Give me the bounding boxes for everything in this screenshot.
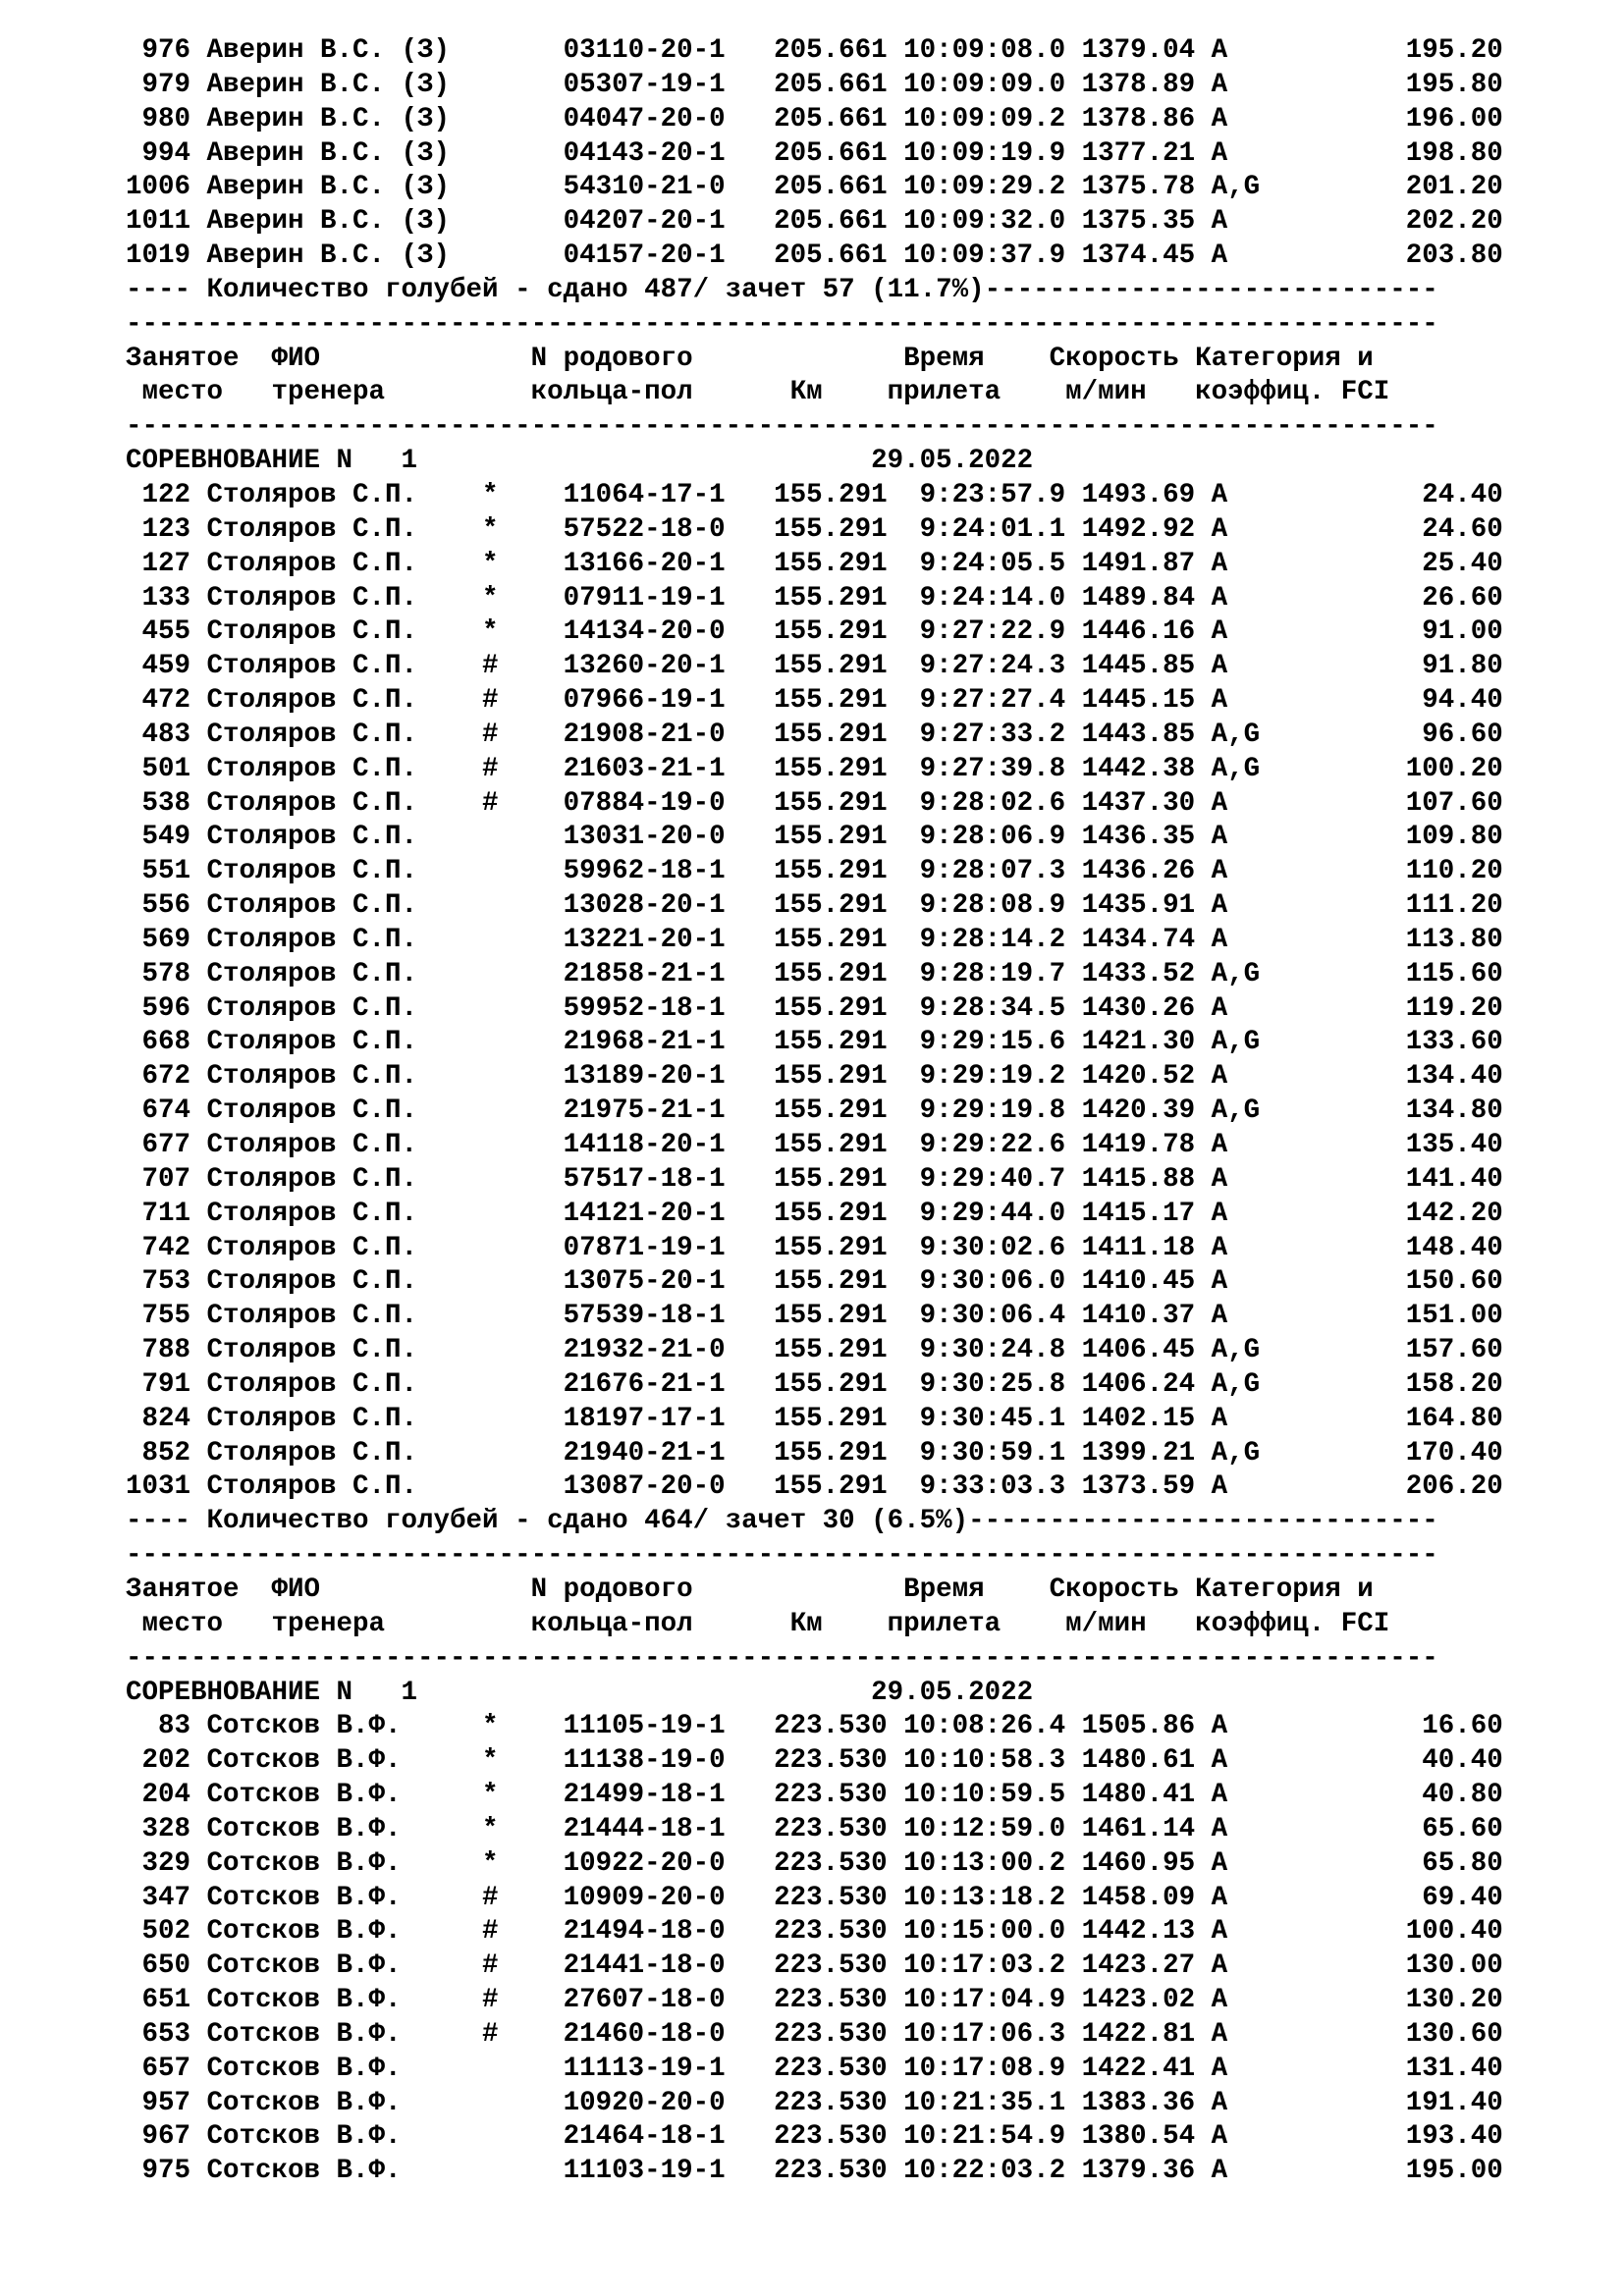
result-row: 979 Аверин В.С. (З) 05307-19-1 205.661 10:09:09.0 1378.89 A 195.80: [126, 69, 1503, 100]
result-row: 788 Столяров С.П. 21932-21-0 155.291 9:30:24.8 1406.45 A,G 157.60: [126, 1335, 1503, 1366]
result-row: 657 Сотсков В.Ф. 11113-19-1 223.530 10:17:08.9 1422.41 A 131.40: [126, 2053, 1503, 2084]
result-row: 668 Столяров С.П. 21968-21-1 155.291 9:29:15.6 1421.30 A,G 133.60: [126, 1027, 1503, 1058]
separator-line: ---------------------------------------------------------------------------------: [126, 411, 1438, 443]
result-row: 976 Аверин В.С. (З) 03110-20-1 205.661 10:09:08.0 1379.04 A 195.20: [126, 35, 1503, 66]
summary-line: ---- Количество голубей - сдано 464/ зачет 30 (6.5%)-----------------------------: [126, 1506, 1438, 1537]
result-row: 824 Столяров С.П. 18197-17-1 155.291 9:30:45.1 1402.15 A 164.80: [126, 1403, 1503, 1434]
summary-line: ---- Количество голубей - сдано 487/ зачет 57 (11.7%)----------------------------: [126, 274, 1438, 305]
result-row: 549 Столяров С.П. 13031-20-0 155.291 9:28:06.9 1436.35 A 109.80: [126, 822, 1503, 853]
result-row: 677 Столяров С.П. 14118-20-1 155.291 9:29:22.6 1419.78 A 135.40: [126, 1130, 1503, 1160]
result-row: 707 Столяров С.П. 57517-18-1 155.291 9:29:40.7 1415.88 A 141.40: [126, 1163, 1503, 1195]
result-row: 83 Сотсков В.Ф. * 11105-19-1 223.530 10:08:26.4 1505.86 A 16.60: [126, 1711, 1503, 1742]
result-row: 994 Аверин В.С. (З) 04143-20-1 205.661 10:09:19.9 1377.21 A 198.80: [126, 137, 1503, 169]
result-row: 1019 Аверин В.С. (З) 04157-20-1 205.661 10:09:37.9 1374.45 A 203.80: [126, 240, 1503, 272]
result-row: 501 Столяров С.П. # 21603-21-1 155.291 9:27:39.8 1442.38 A,G 100.20: [126, 753, 1503, 784]
result-row: 1031 Столяров С.П. 13087-20-0 155.291 9:33:03.3 1373.59 A 206.20: [126, 1471, 1503, 1503]
result-row: 328 Сотсков В.Ф. * 21444-18-1 223.530 10:12:59.0 1461.14 A 65.60: [126, 1813, 1503, 1844]
result-row: 347 Сотсков В.Ф. # 10909-20-0 223.530 10:13:18.2 1458.09 A 69.40: [126, 1882, 1503, 1913]
result-row: 1011 Аверин В.С. (З) 04207-20-1 205.661 10:09:32.0 1375.35 A 202.20: [126, 206, 1503, 238]
result-row: 122 Столяров С.П. * 11064-17-1 155.291 9:23:57.9 1493.69 A 24.40: [126, 479, 1503, 510]
result-row: 502 Сотсков В.Ф. # 21494-18-0 223.530 10:15:00.0 1442.13 A 100.40: [126, 1916, 1503, 1948]
result-row: 551 Столяров С.П. 59962-18-1 155.291 9:28:07.3 1436.26 A 110.20: [126, 856, 1503, 887]
results-report: [126, 34, 1503, 2189]
result-row: 455 Столяров С.П. * 14134-20-0 155.291 9:27:22.9 1446.16 A 91.00: [126, 616, 1503, 648]
result-row: 672 Столяров С.П. 13189-20-1 155.291 9:29:19.2 1420.52 A 134.40: [126, 1061, 1503, 1093]
column-header: Занятое ФИО N родового Время Скорость Категория и: [126, 343, 1374, 374]
result-row: 472 Столяров С.П. # 07966-19-1 155.291 9:27:27.4 1445.15 A 94.40: [126, 685, 1503, 717]
result-row: 202 Сотсков В.Ф. * 11138-19-0 223.530 10:10:58.3 1480.61 A 40.40: [126, 1745, 1503, 1777]
separator-line: ---------------------------------------------------------------------------------: [126, 1642, 1438, 1674]
result-row: 742 Столяров С.П. 07871-19-1 155.291 9:30:02.6 1411.18 A 148.40: [126, 1232, 1503, 1263]
result-row: 852 Столяров С.П. 21940-21-1 155.291 9:30:59.1 1399.21 A,G 170.40: [126, 1437, 1503, 1468]
result-row: 127 Столяров С.П. * 13166-20-1 155.291 9:24:05.5 1491.87 A 25.40: [126, 548, 1503, 579]
column-header: место тренера кольца-пол Км прилета м/мин коэффиц. FCI: [126, 377, 1390, 408]
result-row: 329 Сотсков В.Ф. * 10922-20-0 223.530 10:13:00.2 1460.95 A 65.80: [126, 1847, 1503, 1879]
separator-line: ---------------------------------------------------------------------------------: [126, 1540, 1438, 1572]
column-header: Занятое ФИО N родового Время Скорость Категория и: [126, 1574, 1374, 1605]
result-row: 753 Столяров С.П. 13075-20-1 155.291 9:30:06.0 1410.45 A 150.60: [126, 1266, 1503, 1298]
result-row: 650 Сотсков В.Ф. # 21441-18-0 223.530 10:17:03.2 1423.27 A 130.00: [126, 1950, 1503, 1982]
result-row: 957 Сотсков В.Ф. 10920-20-0 223.530 10:21:35.1 1383.36 A 191.40: [126, 2087, 1503, 2118]
result-row: 556 Столяров С.П. 13028-20-1 155.291 9:28:08.9 1435.91 A 111.20: [126, 890, 1503, 922]
result-row: 459 Столяров С.П. # 13260-20-1 155.291 9:27:24.3 1445.85 A 91.80: [126, 651, 1503, 682]
column-header: место тренера кольца-пол Км прилета м/мин коэффиц. FCI: [126, 1608, 1390, 1639]
result-row: 596 Столяров С.П. 59952-18-1 155.291 9:28:34.5 1430.26 A 119.20: [126, 992, 1503, 1024]
separator-line: ---------------------------------------------------------------------------------: [126, 308, 1438, 340]
result-row: 538 Столяров С.П. # 07884-19-0 155.291 9:28:02.6 1437.30 A 107.60: [126, 787, 1503, 819]
result-row: 204 Сотсков В.Ф. * 21499-18-1 223.530 10:10:59.5 1480.41 A 40.80: [126, 1780, 1503, 1811]
result-row: 711 Столяров С.П. 14121-20-1 155.291 9:29:44.0 1415.17 A 142.20: [126, 1198, 1503, 1229]
result-row: 578 Столяров С.П. 21858-21-1 155.291 9:28:19.7 1433.52 A,G 115.60: [126, 958, 1503, 989]
result-row: 123 Столяров С.П. * 57522-18-0 155.291 9:24:01.1 1492.92 A 24.60: [126, 513, 1503, 545]
result-row: 133 Столяров С.П. * 07911-19-1 155.291 9:24:14.0 1489.84 A 26.60: [126, 582, 1503, 614]
result-row: 791 Столяров С.П. 21676-21-1 155.291 9:30:25.8 1406.24 A,G 158.20: [126, 1368, 1503, 1400]
result-row: 967 Сотсков В.Ф. 21464-18-1 223.530 10:21:54.9 1380.54 A 193.40: [126, 2121, 1503, 2153]
result-row: 674 Столяров С.П. 21975-21-1 155.291 9:29:19.8 1420.39 A,G 134.80: [126, 1095, 1503, 1127]
result-row: 755 Столяров С.П. 57539-18-1 155.291 9:30:06.4 1410.37 A 151.00: [126, 1301, 1503, 1332]
result-row: 653 Сотсков В.Ф. # 21460-18-0 223.530 10:17:06.3 1422.81 A 130.60: [126, 2018, 1503, 2050]
result-row: 651 Сотсков В.Ф. # 27607-18-0 223.530 10:17:04.9 1423.02 A 130.20: [126, 1985, 1503, 2016]
result-row: 569 Столяров С.П. 13221-20-1 155.291 9:28:14.2 1434.74 A 113.80: [126, 924, 1503, 955]
result-row: 980 Аверин В.С. (З) 04047-20-0 205.661 10:09:09.2 1378.86 A 196.00: [126, 103, 1503, 134]
competition-header: СОРЕВНОВАНИЕ N 1 29.05.2022: [126, 446, 1034, 477]
result-row: 975 Сотсков В.Ф. 11103-19-1 223.530 10:22:03.2 1379.36 A 195.00: [126, 2156, 1503, 2187]
result-row: 1006 Аверин В.С. (З) 54310-21-0 205.661 10:09:29.2 1375.78 A,G 201.20: [126, 172, 1503, 203]
competition-header: СОРЕВНОВАНИЕ N 1 29.05.2022: [126, 1677, 1034, 1708]
result-row: 483 Столяров С.П. # 21908-21-0 155.291 9:27:33.2 1443.85 A,G 96.60: [126, 719, 1503, 750]
